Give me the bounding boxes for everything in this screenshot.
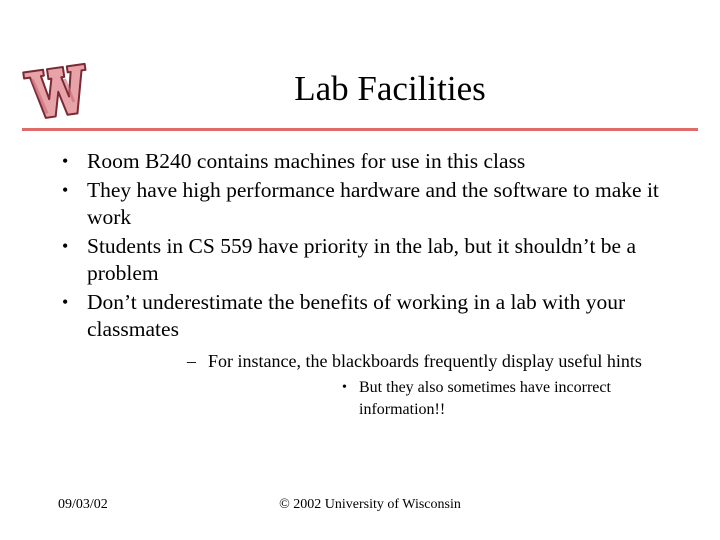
sub-bullet-item: [87, 349, 690, 421]
title-divider: [22, 128, 698, 131]
bullet-text: They have high performance hardware and the software to make it work: [87, 178, 659, 229]
bullet-item: [0, 289, 720, 421]
bullet-item: [0, 233, 720, 287]
sub-bullet-text: For instance, the blackboards frequently display useful hints: [208, 351, 642, 371]
bullet-item: [0, 148, 720, 175]
bullet-text: Room B240 contains machines for use in this class: [87, 149, 526, 173]
dash-icon: –: [187, 351, 196, 371]
bullet-icon: •: [62, 236, 69, 256]
footer-copyright: © 2002 University of Wisconsin: [279, 497, 461, 512]
footer-date: 09/03/02: [58, 497, 108, 512]
bullet-icon: •: [342, 380, 347, 395]
sub-sub-bullet-item: [208, 377, 690, 421]
uw-logo-icon: [20, 54, 94, 126]
sub-sub-bullet-text: But they also sometimes have incorrect information!!: [359, 379, 611, 418]
bullet-icon: •: [62, 180, 69, 200]
bullet-text: Don’t underestimate the benefits of working in a lab with your classmates: [87, 290, 626, 341]
bullet-item: [0, 177, 720, 231]
bullet-text: Students in CS 559 have priority in the lab, but it shouldn’t be a problem: [87, 234, 637, 285]
bullet-icon: •: [62, 292, 69, 312]
bullet-icon: •: [62, 151, 69, 171]
slide-title: Lab Facilities: [294, 69, 486, 108]
bullet-list: [0, 148, 720, 423]
